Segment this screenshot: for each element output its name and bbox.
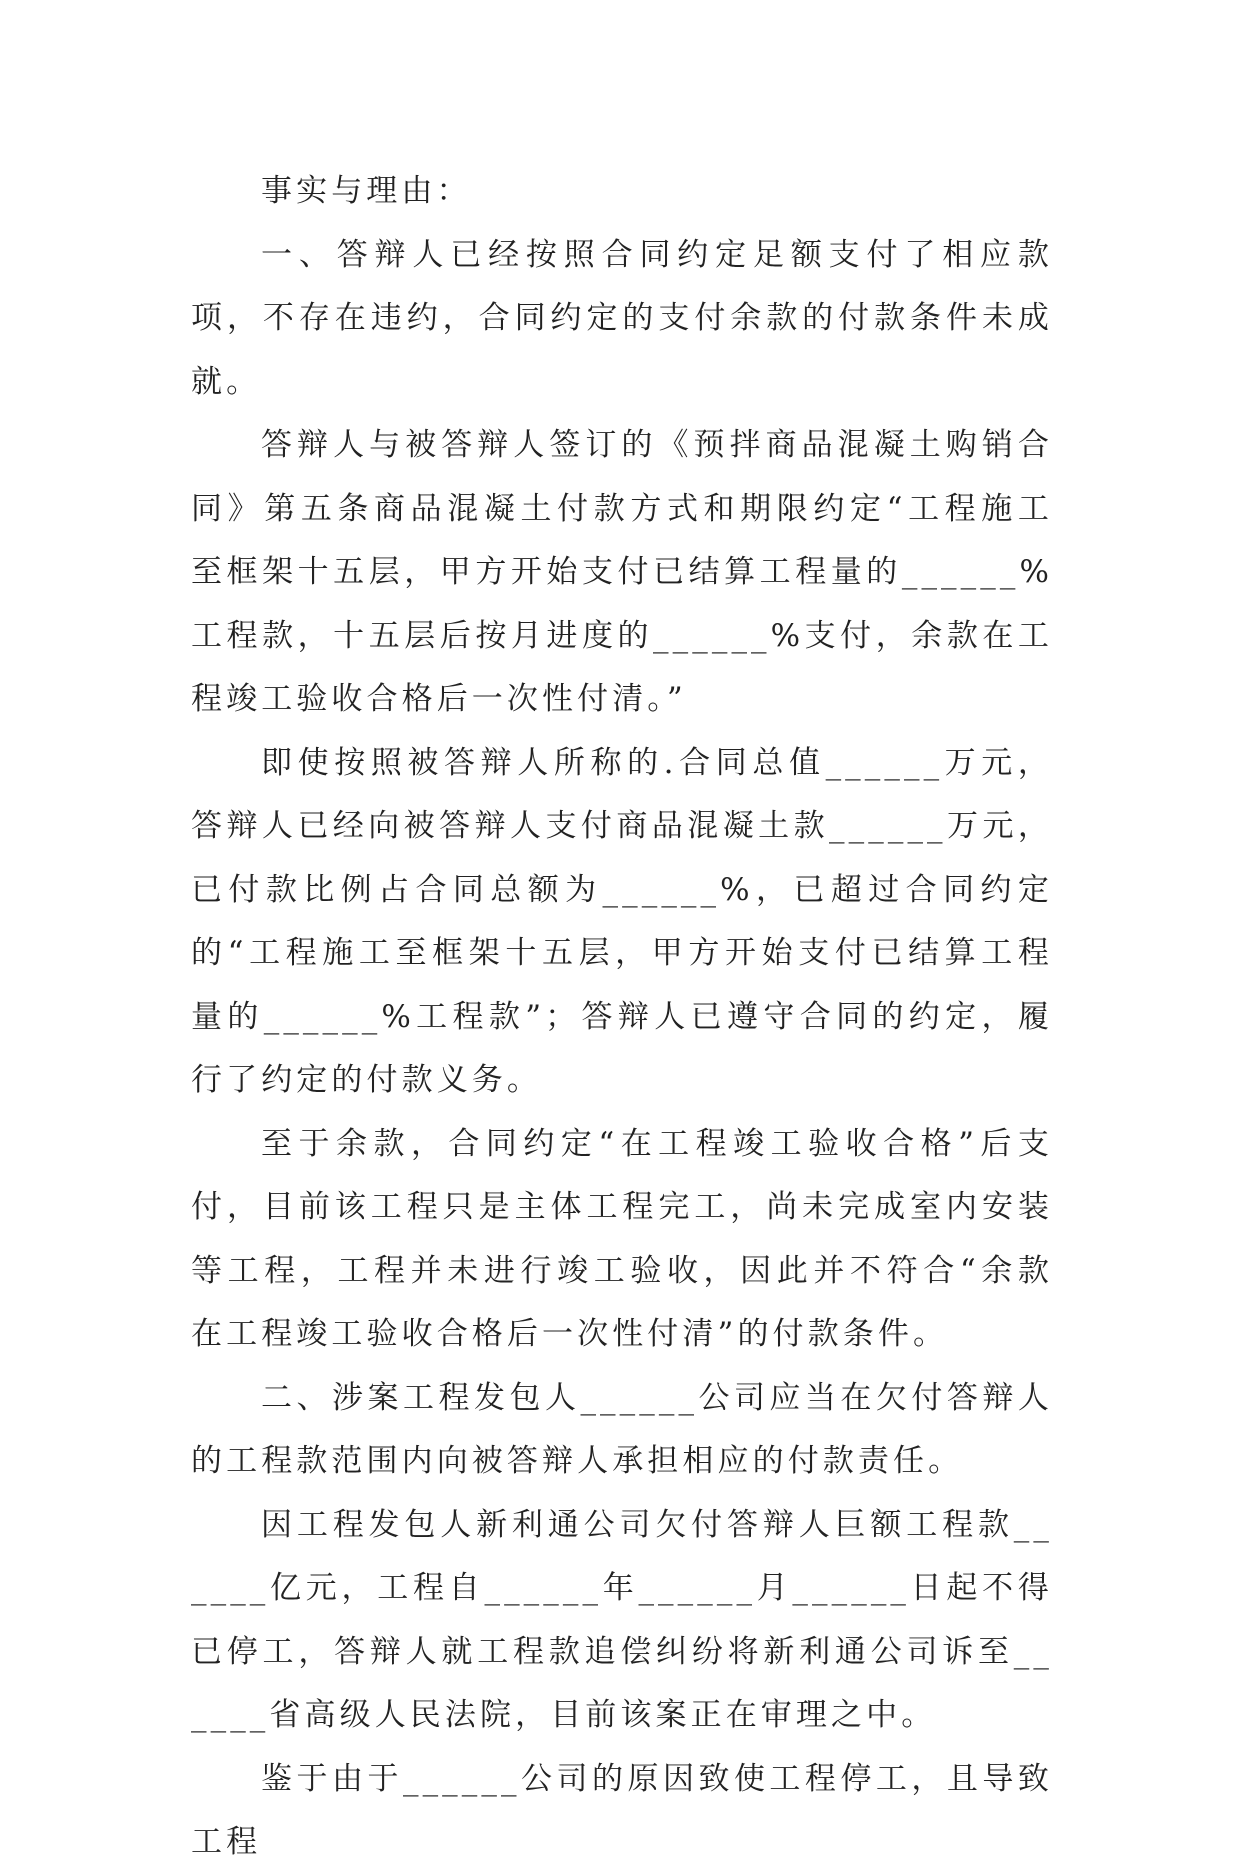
document-body [191,160,1053,1875]
paragraph-work-stoppage: 鉴于由于______公司的原因致使工程停工，且导致工程 [191,1760,1053,1860]
paragraph-point-two: 二、涉案工程发包人______公司应当在欠付答辩人的工程款范围内向被答辩人承担相应的付款责任。 [191,1379,1053,1479]
paragraph-contract-terms: 答辩人与被答辩人签订的《预拌商品混凝土购销合同》第五条商品混凝土付款方式和期限约定“工程施工至框架十五层，甲方开始支付已结算工程量的______%工程款，十五层后按月进度的______%支付，余款在工程竣工验收合格后一次性付清。” [191,427,1053,717]
paragraph-payment-ratio: 即使按照被答辩人所称的.合同总值______万元，答辩人已经向被答辩人支付商品混凝土款______万元，已付款比例占合同总额为______%，已超过合同约定的“工程施工至框架十五层，甲方开始支付已结算工程量的______%工程款”；答辩人已遵守合同的约定，履行了约定的付款义务。 [191,744,1053,1098]
heading-facts-and-reasons: 事实与理由： [261,173,472,209]
paragraph-balance-condition: 至于余款，合同约定“在工程竣工验收合格”后支付，目前该工程只是主体工程完工，尚未完成室内安装等工程，工程并未进行竣工验收，因此并不符合“余款在工程竣工验收合格后一次性付清”的付款条件。 [191,1125,1053,1352]
paragraph-contractor-arrears: 因工程发包人新利通公司欠付答辩人巨额工程款______亿元，工程自______年______月______日起不得已停工，答辩人就工程款追偿纠纷将新利通公司诉至______省高级人民法院，目前该案正在审理之中。 [191,1506,1053,1733]
paragraph-point-one: 一、答辩人已经按照合同约定足额支付了相应款项，不存在违约，合同约定的支付余款的付款条件未成就。 [191,236,1053,400]
